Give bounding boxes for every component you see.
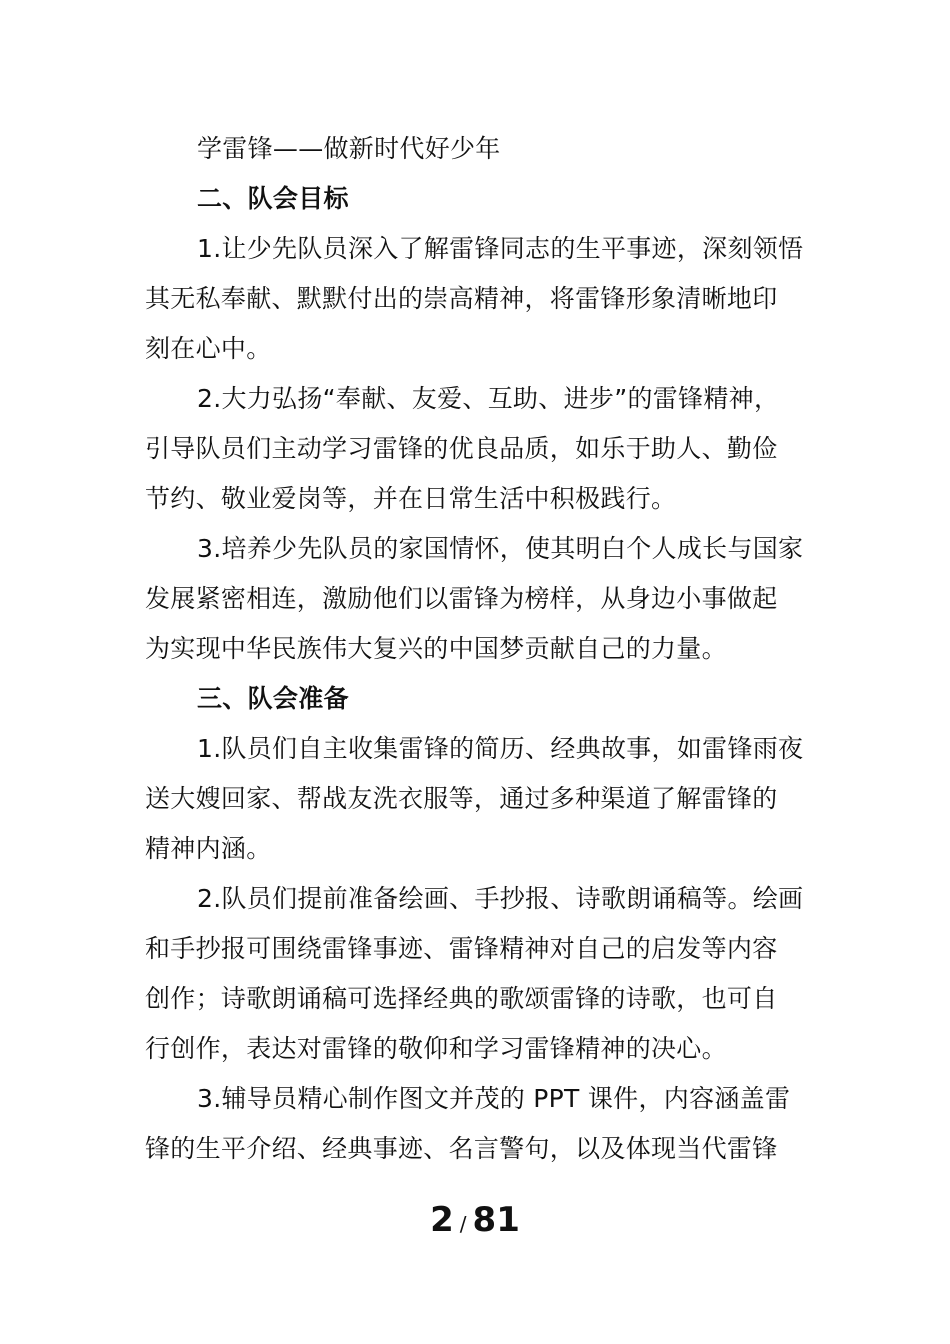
text-line: 行创作，表达对雷锋的敬仰和学习雷锋精神的决心。 [145,1034,727,1063]
text-line: 创作；诗歌朗诵稿可选择经典的歌颂雷锋的诗歌，也可自 [145,984,778,1013]
text-line: 节约、敬业爱岗等，并在日常生活中积极践行。 [145,484,677,513]
text-line: 和手抄报可围绕雷锋事迹、雷锋精神对自己的启发等内容 [145,934,778,963]
text-line: 2.队员们提前准备绘画、手抄报、诗歌朗诵稿等。绘画 [197,884,804,913]
text-line: 3.辅导员精心制作图文并茂的 PPT 课件，内容涵盖雷 [197,1084,791,1113]
current-page-number: 2 [430,1200,454,1240]
section-heading: 三、队会准备 [197,684,349,713]
text-line: 其无私奉献、默默付出的崇高精神，将雷锋形象清晰地印 [145,284,778,313]
page-separator: / [459,1212,467,1236]
page-number [0,1200,950,1240]
text-line: 1.让少先队员深入了解雷锋同志的生平事迹，深刻领悟 [197,234,804,263]
text-line: 送大嫂回家、帮战友洗衣服等，通过多种渠道了解雷锋的 [145,784,778,813]
total-page-count: 81 [472,1200,520,1240]
text-line: 发展紧密相连，激励他们以雷锋为榜样，从身边小事做起 [145,584,778,613]
text-line: 锋的生平介绍、经典事迹、名言警句，以及体现当代雷锋 [145,1134,778,1163]
text-line: 刻在心中。 [145,334,272,363]
text-line: 2.大力弘扬“奉献、友爱、互助、进步”的雷锋精神， [197,384,780,413]
text-line: 精神内涵。 [145,834,272,863]
text-line: 1.队员们自主收集雷锋的简历、经典故事，如雷锋雨夜 [197,734,804,763]
text-line: 为实现中华民族伟大复兴的中国梦贡献自己的力量。 [145,634,727,663]
document-body [145,124,810,1174]
text-line: 学雷锋——做新时代好少年 [197,134,501,163]
section-heading: 二、队会目标 [197,184,349,213]
text-line: 3.培养少先队员的家国情怀，使其明白个人成长与国家 [197,534,804,563]
text-line: 引导队员们主动学习雷锋的优良品质，如乐于助人、勤俭 [145,434,778,463]
